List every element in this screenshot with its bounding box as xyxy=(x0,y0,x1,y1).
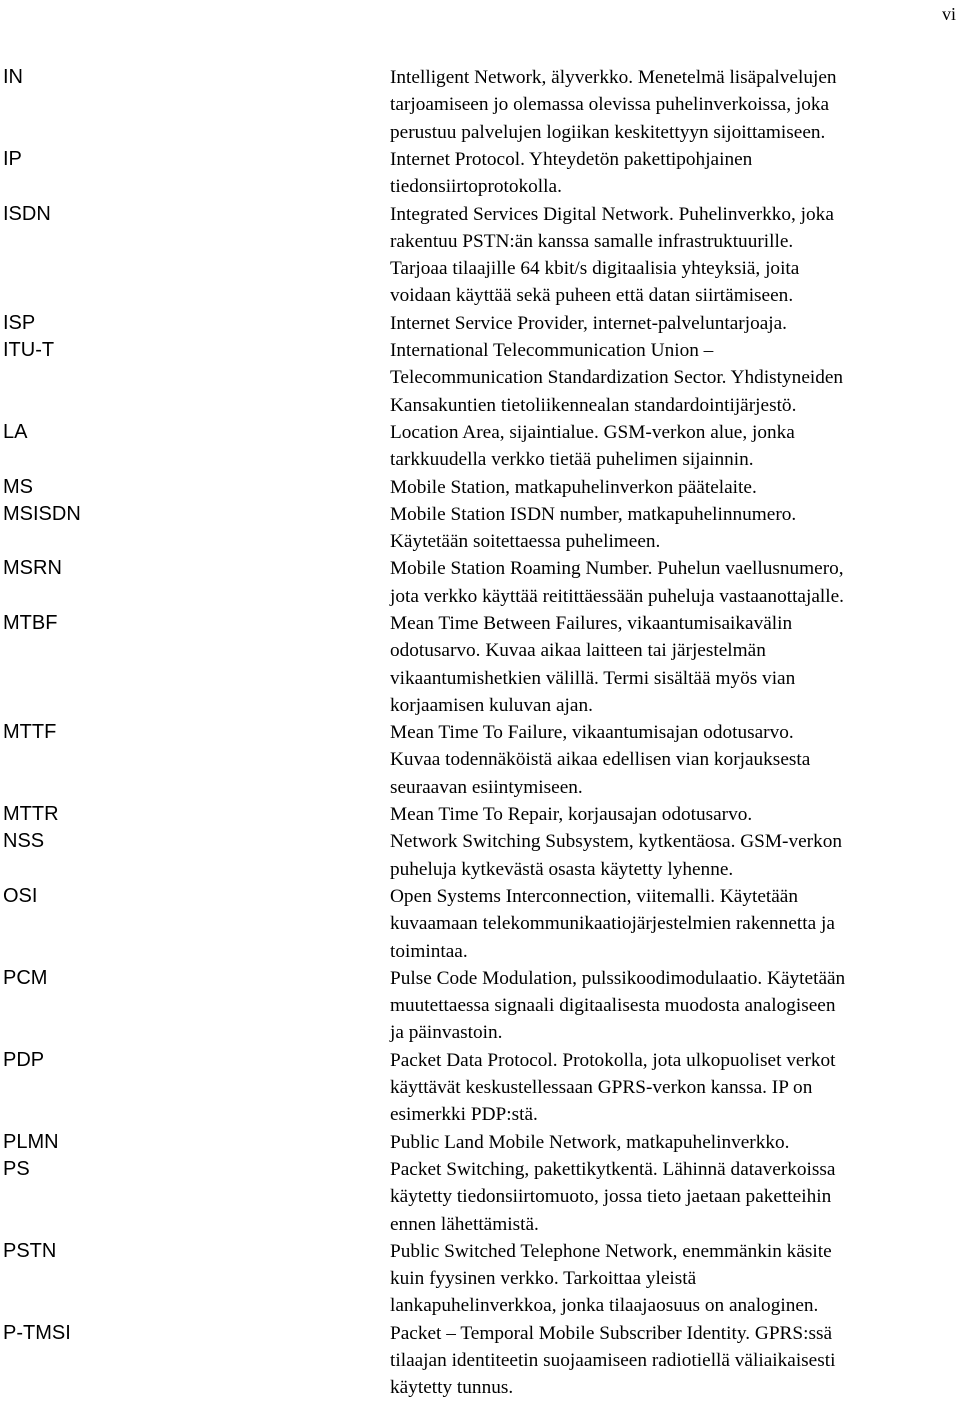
glossary-term: NSS xyxy=(3,830,45,853)
glossary-definition xyxy=(390,1156,956,1238)
glossary-definition xyxy=(390,883,956,965)
glossary-definition xyxy=(390,965,956,1047)
definition-line: Location Area, sijaintialue. GSM-verkon alue, jonka xyxy=(390,421,795,443)
definition-line: tilaajan identiteetin suojaamiseen radiotiellä väliaikaisesti xyxy=(390,1350,836,1372)
glossary-term: MSRN xyxy=(3,557,62,580)
definition-line: Mobile Station Roaming Number. Puhelun vaellusnumero, xyxy=(390,558,844,580)
definition-line: tarjoamiseen jo olemassa olevissa puhelinverkoissa, joka xyxy=(390,94,830,116)
definition-line: Mean Time Between Failures, vikaantumisaikavälin xyxy=(390,613,793,634)
glossary-term: ITU-T xyxy=(3,339,55,361)
definition-line: Internet Protocol. Yhteydetön pakettipohjainen xyxy=(390,148,753,170)
definition-line: käyttävät keskustellessaan GPRS-verkon kanssa. IP on xyxy=(390,1077,813,1099)
glossary-definition xyxy=(390,474,956,501)
glossary-definition xyxy=(390,801,956,828)
definition-line: Packet Switching, pakettikytkentä. Lähinnä dataverkoissa xyxy=(390,1159,836,1180)
definition-line: Kuvaa todennäköistä aikaa edellisen vian korjauksesta xyxy=(390,749,811,771)
glossary-term: PDP xyxy=(3,1048,45,1071)
definition-line: ja päinvastoin. xyxy=(390,1022,503,1044)
definition-line: Kansakuntien tietoliikennealan standardointijärjestö. xyxy=(390,394,797,416)
glossary-term: MTBF xyxy=(3,612,58,634)
glossary-term: IP xyxy=(3,147,22,170)
definition-line: lankapuhelinverkkoa, jonka tilaajaosuus on analoginen. xyxy=(390,1295,819,1317)
definition-line: tiedonsiirtoprotokolla. xyxy=(390,176,562,198)
glossary-definition xyxy=(390,1320,956,1402)
definition-line: käytetty tunnus. xyxy=(390,1377,514,1399)
definition-line: Packet – Temporal Mobile Subscriber Identity. GPRS:ssä xyxy=(390,1322,833,1344)
definition-line: puheluja kytkevästä osasta käytetty lyhenne. xyxy=(390,858,734,880)
definition-line: tarkkuudella verkko tietää puhelimen sijainnin. xyxy=(390,449,754,471)
page-number: vi xyxy=(941,4,956,24)
definition-line: ennen lähettämistä. xyxy=(390,1213,539,1235)
glossary-definition xyxy=(390,419,956,474)
definition-line: Käytetään soitettaessa puhelimeen. xyxy=(390,531,661,553)
definition-line: kuin fyysinen verkko. Tarkoittaa yleistä xyxy=(390,1268,697,1290)
glossary-term: IN xyxy=(3,66,23,88)
definition-line: käytetty tiedonsiirtomuoto, jossa tieto jaetaan paketteihin xyxy=(390,1186,832,1208)
glossary-definition xyxy=(390,1238,956,1320)
glossary-term: ISP xyxy=(3,311,36,334)
definition-line: kuvaamaan telekommunikaatiojärjestelmien rakennetta ja xyxy=(390,913,835,935)
definition-line: Public Switched Telephone Network, enemmänkin käsite xyxy=(390,1240,832,1262)
glossary-term: MTTF xyxy=(3,721,57,744)
definition-line: esimerkki PDP:stä. xyxy=(390,1104,538,1126)
glossary-term: PCM xyxy=(3,966,48,989)
glossary-term: MS xyxy=(3,475,33,498)
glossary-definition xyxy=(390,719,956,801)
glossary-term: MSISDN xyxy=(3,502,81,525)
definition-line: odotusarvo. Kuvaa aikaa laitteen tai järjestelmän xyxy=(390,640,766,662)
glossary-term: PSTN xyxy=(3,1239,57,1262)
glossary-definition xyxy=(390,555,956,610)
definition-line: toimintaa. xyxy=(390,940,468,962)
definition-line: Packet Data Protocol. Protokolla, jota ulkopuoliset verkot xyxy=(390,1049,836,1071)
definition-line: Internet Service Provider, internet-palveluntarjoaja. xyxy=(390,312,788,334)
glossary-term: P-TMSI xyxy=(3,1321,71,1344)
definition-line: vikaantumishetkien välillä. Termi sisältää myös vian xyxy=(390,667,796,689)
glossary-term: ISDN xyxy=(3,202,51,225)
glossary-definition xyxy=(390,310,956,337)
glossary-term: LA xyxy=(3,420,28,443)
definition-line: jota verkko käyttää reitittäessään puheluja vastaanottajalle. xyxy=(390,585,844,607)
glossary-term: OSI xyxy=(3,885,38,907)
definition-line: International Telecommunication Union – xyxy=(390,340,714,361)
glossary-term: PLMN xyxy=(3,1130,59,1153)
definition-line: korjaamisen kuluvan ajan. xyxy=(390,694,593,716)
definition-line: Open Systems Interconnection, viitemalli. Käytetään xyxy=(390,886,799,907)
definition-line: Mobile Station, matkapuhelinverkon päätelaite. xyxy=(390,476,757,498)
definition-line: Public Land Mobile Network, matkapuhelinverkko. xyxy=(390,1131,790,1153)
definition-line: perustuu palvelujen logiikan keskitettyyn sijoittamiseen. xyxy=(390,121,826,143)
definition-line: Intelligent Network, älyverkko. Menetelmä lisäpalvelujen xyxy=(390,67,837,88)
glossary-definition xyxy=(390,828,956,883)
definition-line: Tarjoaa tilaajille 64 kbit/s digitaalisia yhteyksiä, joita xyxy=(390,258,800,280)
definition-line: voidaan käyttää sekä puheen että datan siirtämiseen. xyxy=(390,285,794,307)
definition-line: Mean Time To Failure, vikaantumisajan odotusarvo. xyxy=(390,722,794,744)
definition-line: Telecommunication Standardization Sector. Yhdistyneiden xyxy=(390,367,844,389)
glossary-definition xyxy=(390,337,956,419)
definition-line: seuraavan esiintymiseen. xyxy=(390,776,583,798)
glossary-definition xyxy=(390,1129,956,1156)
glossary-term: PS xyxy=(3,1158,30,1180)
definition-line: Pulse Code Modulation, pulssikoodimodulaatio. Käytetään xyxy=(390,967,846,989)
glossary-definition xyxy=(390,610,956,719)
definition-line: Network Switching Subsystem, kytkentäosa. GSM-verkon xyxy=(390,831,842,853)
glossary-definition xyxy=(390,64,956,146)
glossary-term: MTTR xyxy=(3,803,59,826)
glossary-definition xyxy=(390,1047,956,1129)
definition-line: Mean Time To Repair, korjausajan odotusarvo. xyxy=(390,804,753,826)
definition-line: muutettaessa signaali digitaalisesta muodosta analogiseen xyxy=(390,995,836,1017)
definition-line: rakentuu PSTN:än kanssa samalle infrastruktuurille. xyxy=(390,230,794,252)
glossary-definition xyxy=(390,146,956,201)
definition-line: Mobile Station ISDN number, matkapuhelinnumero. xyxy=(390,503,797,525)
glossary-definition xyxy=(390,201,956,310)
glossary-definition xyxy=(390,501,956,556)
definition-line: Integrated Services Digital Network. Puhelinverkko, joka xyxy=(390,203,834,225)
